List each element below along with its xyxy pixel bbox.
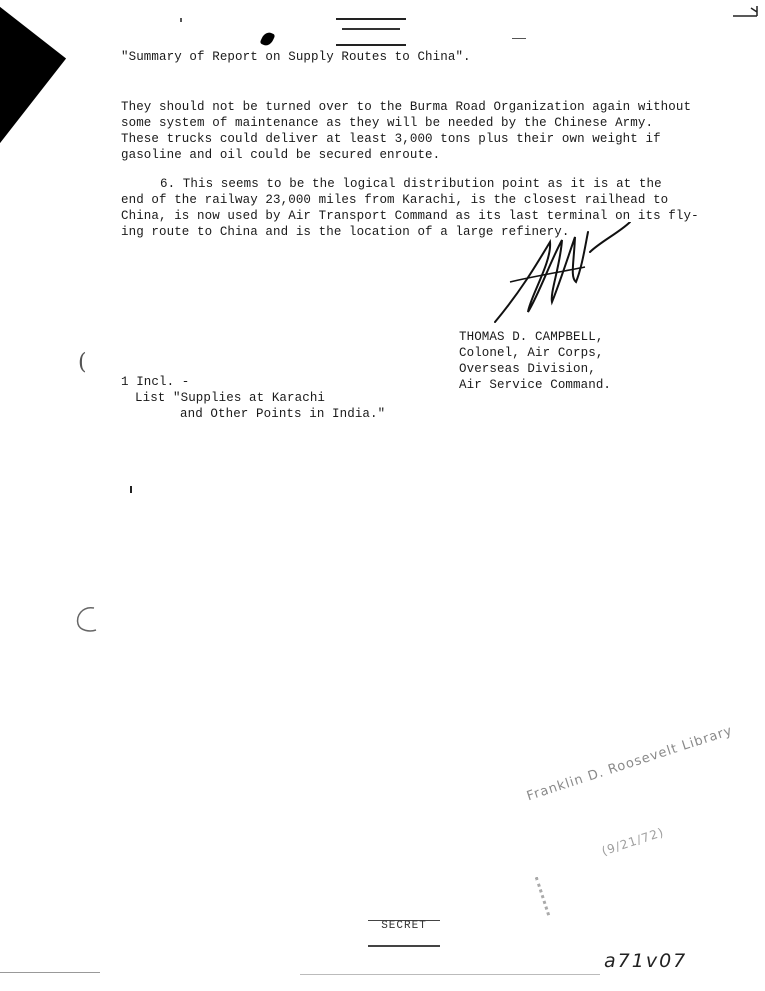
punch-hole-mark: ( [78,350,87,375]
corner-mark-icon [731,4,759,18]
stamp-border [535,864,588,915]
para1-line-1: They should not be turned over to the Burma Road Organization again without [121,100,692,114]
scan-corner-shadow [0,0,66,216]
signature-rank: Colonel, Air Corps, [459,346,604,360]
para1-line-2: some system of maintenance as they will be needed by the Chinese Army. [121,116,654,130]
para2-line-1: 6. This seems to be the logical distribution point as it is at the [160,177,662,191]
ink-dot [180,18,182,22]
ink-blot [260,30,276,47]
para2-line-4: ing route to China and is the location of a large refinery. [121,225,570,239]
para2-line-3: China, is now used by Air Transport Command as its last terminal on its fly- [121,209,699,223]
bottom-edge-line [0,972,100,973]
top-classification-mark [336,18,406,46]
signature-icon [490,222,640,332]
handwritten-number: a71v07 [604,950,688,972]
punch-hole-icon [74,604,100,634]
heading-line: "Summary of Report on Supply Routes to China". [121,50,471,64]
signature-name: THOMAS D. CAMPBELL, [459,330,604,344]
signature-division: Overseas Division, [459,362,596,376]
enclosure-line-2: List "Supplies at Karachi [135,391,326,405]
enclosure-line-1: 1 Incl. - [121,375,190,389]
bottom-classification-mark: SECRET [368,920,440,947]
bottom-edge-line-2 [300,974,600,975]
enclosure-line-3: and Other Points in India." [180,407,386,421]
para1-line-3: These trucks could deliver at least 3,000 tons plus their own weight if [121,132,661,146]
para2-line-2: end of the railway 23,000 miles from Karachi, is the closest railhead to [121,193,669,207]
library-stamp-date: (9/21/72) [600,825,666,859]
signature-command: Air Service Command. [459,378,612,392]
ink-dash [512,38,526,39]
para1-line-4: gasoline and oil could be secured enroute. [121,148,441,162]
ink-mark [130,486,132,493]
library-stamp: Franklin D. Roosevelt Library [525,723,735,805]
